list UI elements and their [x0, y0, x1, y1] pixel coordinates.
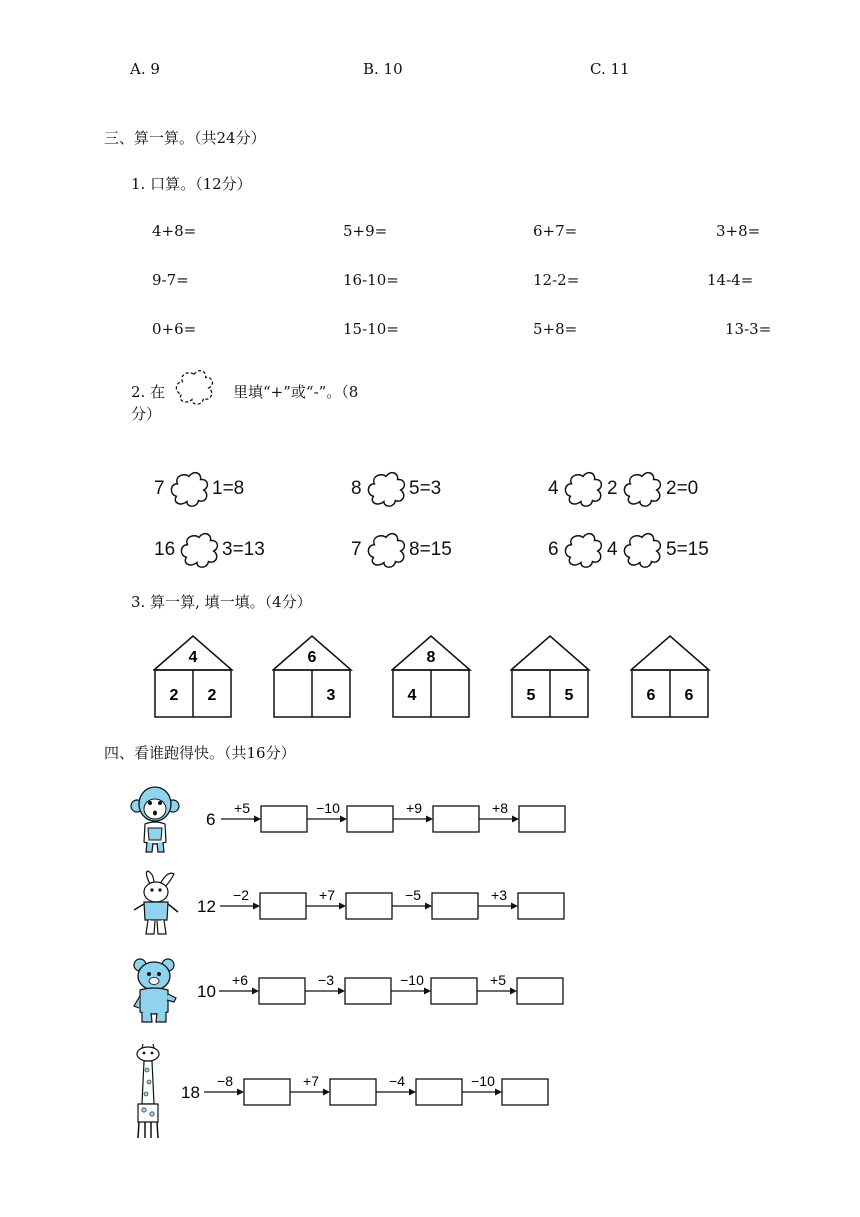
- oral-item: 9-7=: [152, 271, 189, 289]
- chain-arrowhead: [426, 816, 433, 823]
- chain-arrowhead: [424, 988, 431, 995]
- chain-arrowhead: [409, 1089, 416, 1096]
- eq-number: 7: [351, 539, 362, 560]
- flower-blank-icon[interactable]: [562, 531, 604, 569]
- oral-item: 0+6=: [152, 320, 197, 338]
- chain-operation-label: +3: [491, 887, 507, 903]
- oral-item: 16-10=: [343, 271, 399, 289]
- chain-answer-box[interactable]: [259, 978, 305, 1004]
- chain-answer-box[interactable]: [244, 1079, 290, 1105]
- house-roof-number: 6: [307, 649, 317, 666]
- number-house: [153, 634, 235, 720]
- eq-rest: 5=15: [666, 539, 709, 560]
- q1-title: 1. 口算。（12分）: [131, 175, 252, 193]
- section-3-title: 三、算一算。（共24分）: [104, 129, 266, 147]
- eq-rest: 2=0: [666, 478, 699, 499]
- q3-title: 3. 算一算, 填一填。（4分）: [131, 593, 312, 611]
- eq-rest: 5=3: [409, 478, 442, 499]
- house-left-number: 5: [526, 687, 536, 704]
- chain-operation-label: −3: [318, 972, 334, 988]
- chain-answer-box[interactable]: [502, 1079, 548, 1105]
- house-right-number: 6: [684, 687, 694, 704]
- chain-arrowhead: [252, 988, 259, 995]
- chain-operation-label: +6: [232, 972, 248, 988]
- chain-answer-box[interactable]: [330, 1079, 376, 1105]
- chain-answer-box[interactable]: [431, 978, 477, 1004]
- eq-number: 2: [607, 478, 618, 499]
- chain-start-number: 18: [181, 1083, 200, 1102]
- eq-number: 6: [548, 539, 559, 560]
- eq-number: 8: [351, 478, 362, 499]
- eq-number: 7: [154, 478, 165, 499]
- eq-number: 16: [154, 539, 176, 560]
- number-house: [272, 634, 354, 720]
- chain-answer-box[interactable]: [347, 806, 393, 832]
- chain-operation-label: +8: [492, 800, 508, 816]
- chain-arrowhead: [495, 1089, 502, 1096]
- option-b: B. 10: [363, 60, 403, 78]
- chain-arrowhead: [253, 903, 260, 910]
- flower-blank-icon[interactable]: [365, 470, 407, 508]
- oral-item: 5+9=: [343, 222, 388, 240]
- chain-answer-box[interactable]: [433, 806, 479, 832]
- eq-rest: 3=13: [222, 539, 265, 560]
- chain-operation-label: −10: [471, 1073, 495, 1089]
- chain-answer-box[interactable]: [519, 806, 565, 832]
- oral-item: 14-4=: [707, 271, 754, 289]
- q2-title-suffix: 里填“+”或“-”。（8: [233, 383, 359, 401]
- chain-answer-box[interactable]: [517, 978, 563, 1004]
- chain-operation-label: +7: [303, 1073, 319, 1089]
- flower-blank-icon[interactable]: [178, 531, 220, 569]
- eq-number: 4: [548, 478, 559, 499]
- chain-arrowhead: [338, 988, 345, 995]
- chain-answer-box[interactable]: [346, 893, 392, 919]
- house-roof-number: 4: [188, 649, 198, 666]
- chain-row: [0, 959, 860, 1019]
- chain-start-number: 10: [197, 982, 216, 1001]
- chain-operation-label: +9: [406, 800, 422, 816]
- eq-rest: 8=15: [409, 539, 452, 560]
- house-roof-number: 8: [426, 649, 436, 666]
- flower-blank-icon[interactable]: [365, 531, 407, 569]
- chain-arrowhead: [510, 988, 517, 995]
- option-a: A. 9: [130, 60, 160, 78]
- chain-start-number: 12: [197, 897, 216, 916]
- oral-item: 4+8=: [152, 222, 197, 240]
- flower-blank-icon[interactable]: [168, 470, 210, 508]
- oral-item: 15-10=: [343, 320, 399, 338]
- chain-operation-label: −4: [389, 1073, 405, 1089]
- chain-operation-label: +7: [319, 887, 335, 903]
- option-c: C. 11: [590, 60, 630, 78]
- chain-start-number: 6: [206, 810, 216, 829]
- number-house: [630, 634, 712, 720]
- eq-rest: 1=8: [212, 478, 245, 499]
- chain-answer-box[interactable]: [432, 893, 478, 919]
- q2-title-line2: 分）: [131, 405, 162, 423]
- house-right-number: 5: [564, 687, 574, 704]
- chain-answer-box[interactable]: [261, 806, 307, 832]
- chain-operation-label: +5: [234, 800, 250, 816]
- chain-operation-label: −10: [316, 800, 340, 816]
- house-left-number: 2: [169, 687, 179, 704]
- oral-item: 6+7=: [533, 222, 578, 240]
- chain-answer-box[interactable]: [260, 893, 306, 919]
- chain-arrowhead: [512, 816, 519, 823]
- chain-answer-box[interactable]: [345, 978, 391, 1004]
- section-4-title: 四、看谁跑得快。（共16分）: [104, 744, 296, 762]
- chain-arrowhead: [425, 903, 432, 910]
- chain-operation-label: +5: [490, 972, 506, 988]
- flower-blank-icon[interactable]: [562, 470, 604, 508]
- house-left-number: 6: [646, 687, 656, 704]
- chain-arrowhead: [339, 903, 346, 910]
- chain-row: [0, 874, 860, 934]
- oral-item: 12-2=: [533, 271, 580, 289]
- q2-title-prefix: 2. 在: [131, 383, 166, 401]
- chain-arrowhead: [511, 903, 518, 910]
- flower-blank-icon[interactable]: [621, 470, 663, 508]
- chain-arrowhead: [254, 816, 261, 823]
- flower-blank-icon: [173, 368, 215, 406]
- chain-operation-label: −2: [233, 887, 249, 903]
- chain-operation-label: −8: [217, 1073, 233, 1089]
- flower-blank-icon[interactable]: [621, 531, 663, 569]
- chain-row: [0, 787, 860, 847]
- chain-operation-label: −10: [400, 972, 424, 988]
- house-left-number: 4: [407, 687, 417, 704]
- chain-row: [0, 1060, 860, 1120]
- oral-item: 13-3=: [725, 320, 772, 338]
- chain-operation-label: −5: [405, 887, 421, 903]
- chain-arrowhead: [237, 1089, 244, 1096]
- number-house: [391, 634, 473, 720]
- eq-number: 4: [607, 539, 618, 560]
- chain-arrowhead: [340, 816, 347, 823]
- chain-answer-box[interactable]: [518, 893, 564, 919]
- chain-arrowhead: [323, 1089, 330, 1096]
- number-house: [510, 634, 592, 720]
- oral-item: 3+8=: [716, 222, 761, 240]
- chain-answer-box[interactable]: [416, 1079, 462, 1105]
- oral-item: 5+8=: [533, 320, 578, 338]
- house-right-number: 3: [326, 687, 336, 704]
- house-right-number: 2: [207, 687, 217, 704]
